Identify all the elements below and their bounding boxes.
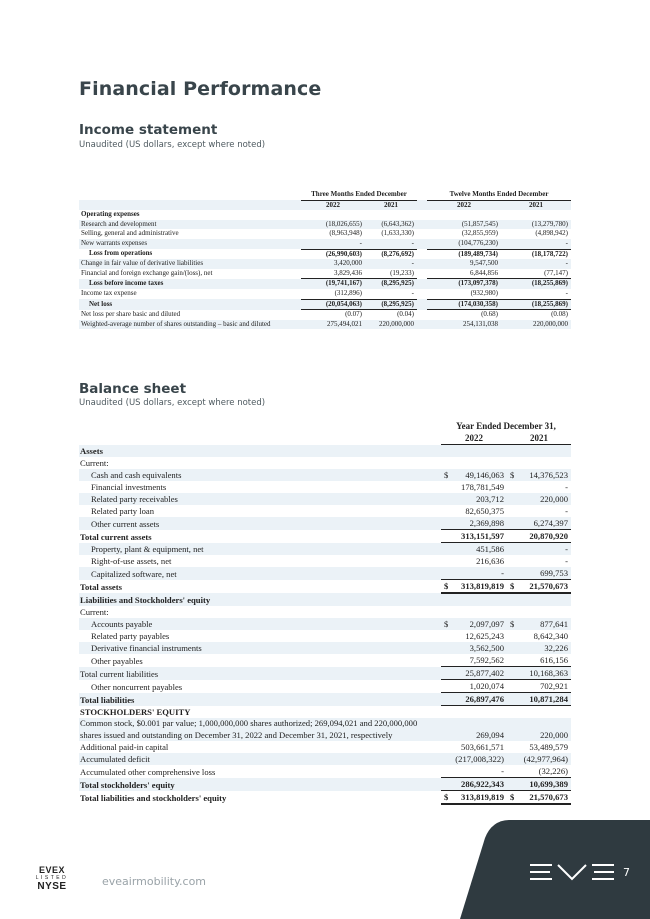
table-row: Weighted-average number of shares outstanding – basic and diluted 275,494,021 220,000,000 254,131,038 220,000,000 — [79, 320, 571, 330]
table-row: Assets — [79, 445, 571, 458]
table-row: Selling, general and administrative (8,963,948) (1,633,330) (32,855,959) (4,898,942) — [81, 229, 569, 238]
table-row: Derivative financial instruments 3,562,500 32,226 — [79, 642, 571, 654]
three-months-header: Three Months Ended December — [301, 190, 417, 200]
eve-logo-icon — [528, 862, 618, 882]
income-statement-subtitle: Unaudited (US dollars, except where noted) — [79, 140, 266, 150]
table-row: Related party receivables 203,712 220,000 — [79, 493, 571, 505]
balance-sheet-title: Balance sheet — [79, 381, 187, 397]
table-row: Capitalized software, net - 699,753 — [79, 567, 571, 580]
table-row: Operating expenses — [81, 210, 140, 219]
table-row: Total liabilities and stockholders' equity $ 313,819,819 $ 21,570,673 — [79, 791, 571, 805]
year-header: 2022 — [301, 200, 365, 210]
year-header: 2021 — [501, 200, 571, 210]
table-row: Loss from operations (26,990,603) (8,276,692) (189,489,734) (18,178,722) — [89, 249, 569, 258]
table-row: Total stockholders' equity 286,922,343 10,699,389 — [79, 778, 571, 791]
table-row: Current: — [80, 458, 109, 468]
balance-sheet-subtitle: Unaudited (US dollars, except where noted) — [79, 398, 266, 408]
table-row: Related party loan 82,650,375 - — [91, 506, 568, 516]
table-row: Property, plant & equipment, net 451,586 - — [79, 543, 571, 556]
table-row: Financial investments 178,781,549 - — [91, 482, 568, 492]
year-header: 2022 — [441, 432, 507, 445]
table-row: Common stock, $0.001 par value; 1,000,000,000 shares authorized; 269,094,021 and 220,000,000 shares issued and outstanding on December 31, 2022 and December 31, 2021, respectively 269,094 220,000 — [79, 718, 571, 741]
year-ended-header: Year Ended December 31, — [456, 421, 556, 431]
year-header: 2022 — [427, 200, 501, 210]
website-link[interactable]: eveairmobility.com — [102, 875, 207, 888]
table-row: Total current liabilities 25,877,402 10,168,363 — [79, 667, 571, 680]
table-row: Related party payables 12,625,243 8,642,340 — [91, 631, 568, 641]
income-statement-table — [79, 190, 571, 329]
table-row: Accounts payable $ 2,097,097 $ 877,641 — [79, 618, 571, 630]
table-row: Current: — [80, 607, 109, 617]
table-row: Additional paid-in capital 503,661,571 53,489,579 — [80, 742, 568, 752]
table-row: Right-of-use assets, net 216,636 - — [91, 556, 568, 566]
year-header: 2021 — [365, 200, 417, 210]
page-number: 7 — [623, 866, 630, 879]
table-row: Research and development (18,026,655) (6,643,362) (51,857,545) (13,279,780) — [79, 220, 571, 230]
income-statement-title: Income statement — [79, 122, 218, 138]
table-row: Other payables 7,592,562 616,156 — [79, 654, 571, 667]
table-row: Accumulated other comprehensive loss - (32,226) — [79, 765, 571, 778]
table-row: Total liabilities 26,897,476 10,871,284 — [79, 693, 571, 706]
table-row: Total assets $ 313,819,819 $ 21,570,673 — [79, 580, 571, 594]
table-row: Change in fair value of derivative liabilities 3,420,000 - 9,547,500 - — [79, 259, 571, 269]
page-title: Financial Performance — [79, 78, 322, 100]
table-row: Loss before income taxes (19,741,167) (8,295,925) (173,097,378) (18,255,869) — [79, 279, 571, 289]
table-row: Accumulated deficit (217,008,322) (42,977,964) — [79, 753, 571, 765]
nyse-listing-badge: EVEX LISTED NYSE — [35, 865, 69, 892]
twelve-months-header: Twelve Months Ended December — [427, 190, 571, 200]
table-row: Liabilities and Stockholders' equity — [79, 593, 571, 606]
table-row: New warrants expenses - - (104,776,230) - — [79, 239, 571, 249]
table-row: STOCKHOLDERS' EQUITY — [80, 707, 191, 717]
table-row: Cash and cash equivalents $ 49,146,063 $ 14,376,523 — [79, 469, 571, 481]
balance-sheet-table — [79, 416, 571, 805]
year-header: 2021 — [507, 432, 571, 445]
table-row: Total current assets 313,151,597 20,870,920 — [79, 530, 571, 543]
table-row: Income tax expense (312,896) - (932,980) - — [79, 289, 571, 299]
table-row: Financial and foreign exchange gain/(loss), net 3,829,436 (19,233) 6,844,856 (77,147) — [79, 269, 571, 279]
table-row: Other current assets 2,369,898 6,274,397 — [79, 517, 571, 530]
table-row: Net loss per share basic and diluted (0.07) (0.04) (0.68) (0.08) — [81, 309, 569, 319]
table-row: Other noncurrent payables 1,020,074 702,921 — [79, 680, 571, 693]
table-row: Net loss (20,054,063) (8,295,925) (174,030,358) (18,255,869) — [79, 299, 571, 310]
